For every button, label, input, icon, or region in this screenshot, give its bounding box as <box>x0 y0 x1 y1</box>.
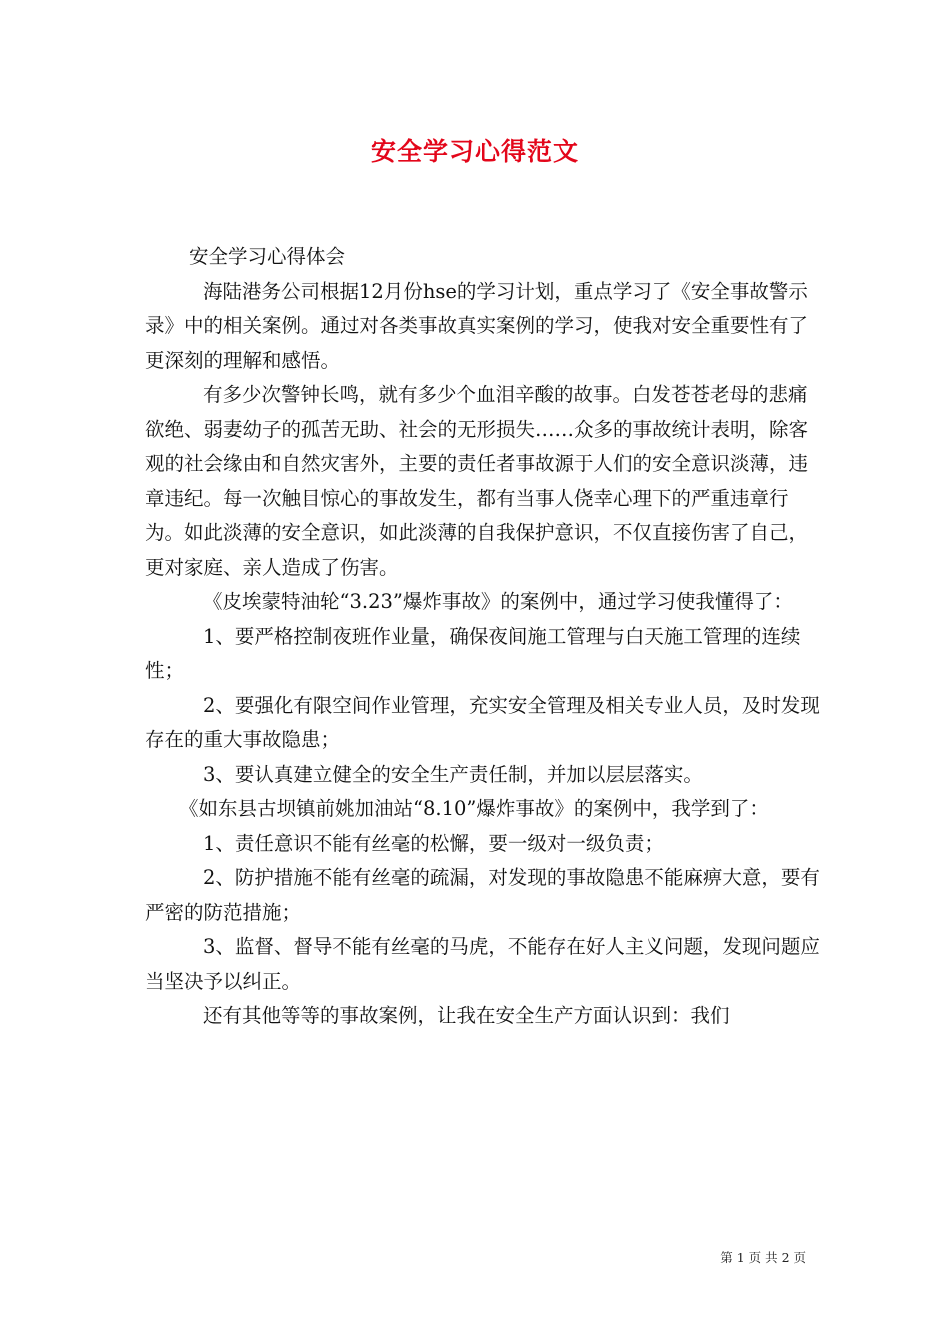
case-1-lesson-3: 3、要认真建立健全的安全生产责任制，并加以层层落实。 <box>203 762 703 786</box>
document-title: 安全学习心得范文 <box>370 137 579 166</box>
paragraph-case-2-intro: 《如东县古坝镇前姚加油站“8.10”爆炸事故》的案例中，我学到了： <box>179 797 769 820</box>
page-number: 第 1 页 共 2 页 <box>720 1250 806 1265</box>
case-2-lesson-3: 3、监督、督导不能有丝毫的马虎，不能存在好人主义问题，发现问题应当坚决予以纠正。 <box>145 935 820 993</box>
case-2-lesson-1: 1、责任意识不能有丝毫的松懈，要一级对一级负责； <box>203 831 664 855</box>
case-1-lesson-1: 1、要严格控制夜班作业量，确保夜间施工管理与白天施工管理的连续性； <box>145 624 801 682</box>
case-2-lesson-2: 2、防护措施不能有丝毫的疏漏，对发现的事故隐患不能麻痹大意，要有严密的防范措施； <box>145 866 820 924</box>
document-body <box>145 240 825 1034</box>
paragraph-warning: 有多少次警钟长鸣，就有多少个血泪辛酸的故事。白发苍苍老母的悲痛欲绝、弱妻幼子的孤苦无助、社会的无形损失……众多的事故统计表明，除客观的社会缘由和自然灾害外，主要的责任者事故源于人们的安全意识淡薄，违章违纪。每一次触目惊心的事故发生，都有当事人侥幸心理下的严重违章行为。如此淡薄的安全意识，如此淡薄的自我保护意识，不仅直接伤害了自己，更对家庭、亲人造成了伤害。 <box>145 383 809 579</box>
subtitle: 安全学习心得体会 <box>189 245 346 268</box>
paragraph-intro: 海陆港务公司根据12月份hse的学习计划，重点学习了《安全事故警示录》中的相关案例。通过对各类事故真实案例的学习，使我对安全重要性有了更深刻的理解和感悟。 <box>145 279 809 372</box>
case-1-lesson-2: 2、要强化有限空间作业管理，充实安全管理及相关专业人员，及时发现存在的重大事故隐患； <box>145 693 820 751</box>
paragraph-conclusion: 还有其他等等的事故案例，让我在安全生产方面认识到：我们 <box>203 1004 730 1027</box>
paragraph-case-1-intro: 《皮埃蒙特油轮“3.23”爆炸事故》的案例中，通过学习使我懂得了： <box>203 590 793 613</box>
